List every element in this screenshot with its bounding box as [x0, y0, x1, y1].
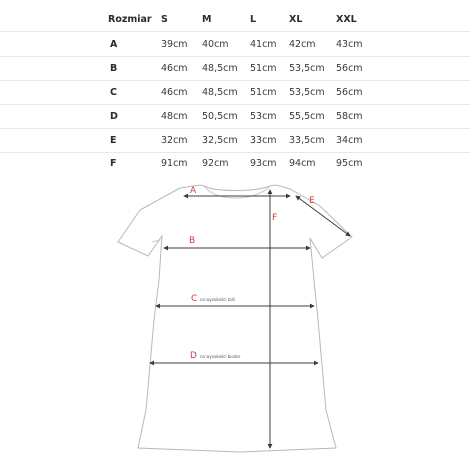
cell-l: 93cm — [250, 158, 277, 169]
row-label: B — [110, 63, 118, 74]
cell-xl: 42cm — [289, 39, 316, 50]
cell-xxl: 95cm — [336, 158, 363, 169]
cell-s: 91cm — [161, 158, 188, 169]
cell-s: 39cm — [161, 39, 188, 50]
cell-m: 48,5cm — [202, 63, 238, 74]
header-size-xl: XL — [289, 14, 303, 25]
measure-label-c: C — [191, 294, 198, 304]
cell-m: 32,5cm — [202, 135, 238, 146]
cell-xxl: 58cm — [336, 111, 363, 122]
header-size-l: L — [250, 14, 257, 25]
cell-xl: 53,5cm — [289, 63, 325, 74]
header-size-m: M — [202, 14, 212, 25]
row-label: C — [110, 87, 117, 98]
cell-s: 48cm — [161, 111, 188, 122]
cell-xl: 33,5cm — [289, 135, 325, 146]
table-header-row — [0, 8, 470, 32]
note-waist-height: na wysokości talii — [200, 297, 236, 302]
cell-xl: 55,5cm — [289, 111, 325, 122]
cell-xl: 53,5cm — [289, 87, 325, 98]
note-hip-height: na wysokości bioder — [200, 354, 241, 359]
cell-m: 40cm — [202, 39, 229, 50]
measure-line-e — [296, 196, 350, 236]
row-label: F — [110, 158, 117, 169]
measure-label-d: D — [190, 351, 197, 361]
header-size-xxl: XXL — [336, 14, 357, 25]
cell-s: 32cm — [161, 135, 188, 146]
cell-l: 53cm — [250, 111, 277, 122]
row-label: D — [110, 111, 118, 122]
header-size-s: S — [161, 14, 168, 25]
table-row — [0, 105, 470, 129]
table-row — [0, 129, 470, 153]
cell-l: 41cm — [250, 39, 277, 50]
dress-outline-illustration — [0, 180, 470, 470]
measure-label-f: F — [272, 213, 278, 223]
table-row — [0, 81, 470, 105]
cell-xxl: 43cm — [336, 39, 363, 50]
table-row — [0, 57, 470, 81]
cell-l: 51cm — [250, 63, 277, 74]
row-label: A — [110, 39, 118, 50]
table-row — [0, 33, 470, 57]
cell-m: 50,5cm — [202, 111, 238, 122]
cell-xxl: 56cm — [336, 63, 363, 74]
measure-label-e: E — [309, 196, 315, 206]
measure-label-b: B — [189, 236, 196, 246]
cell-xxl: 56cm — [336, 87, 363, 98]
cell-s: 46cm — [161, 87, 188, 98]
cell-xxl: 34cm — [336, 135, 363, 146]
cell-l: 33cm — [250, 135, 277, 146]
cell-m: 92cm — [202, 158, 229, 169]
row-label: E — [110, 135, 117, 146]
measure-label-a: A — [190, 186, 197, 196]
cell-m: 48,5cm — [202, 87, 238, 98]
dress-measurement-diagram — [0, 180, 470, 470]
cell-l: 51cm — [250, 87, 277, 98]
cell-xl: 94cm — [289, 158, 316, 169]
table-row — [0, 152, 470, 175]
dress-outline — [118, 185, 352, 452]
cell-s: 46cm — [161, 63, 188, 74]
header-rozmiar: Rozmiar — [108, 14, 152, 25]
